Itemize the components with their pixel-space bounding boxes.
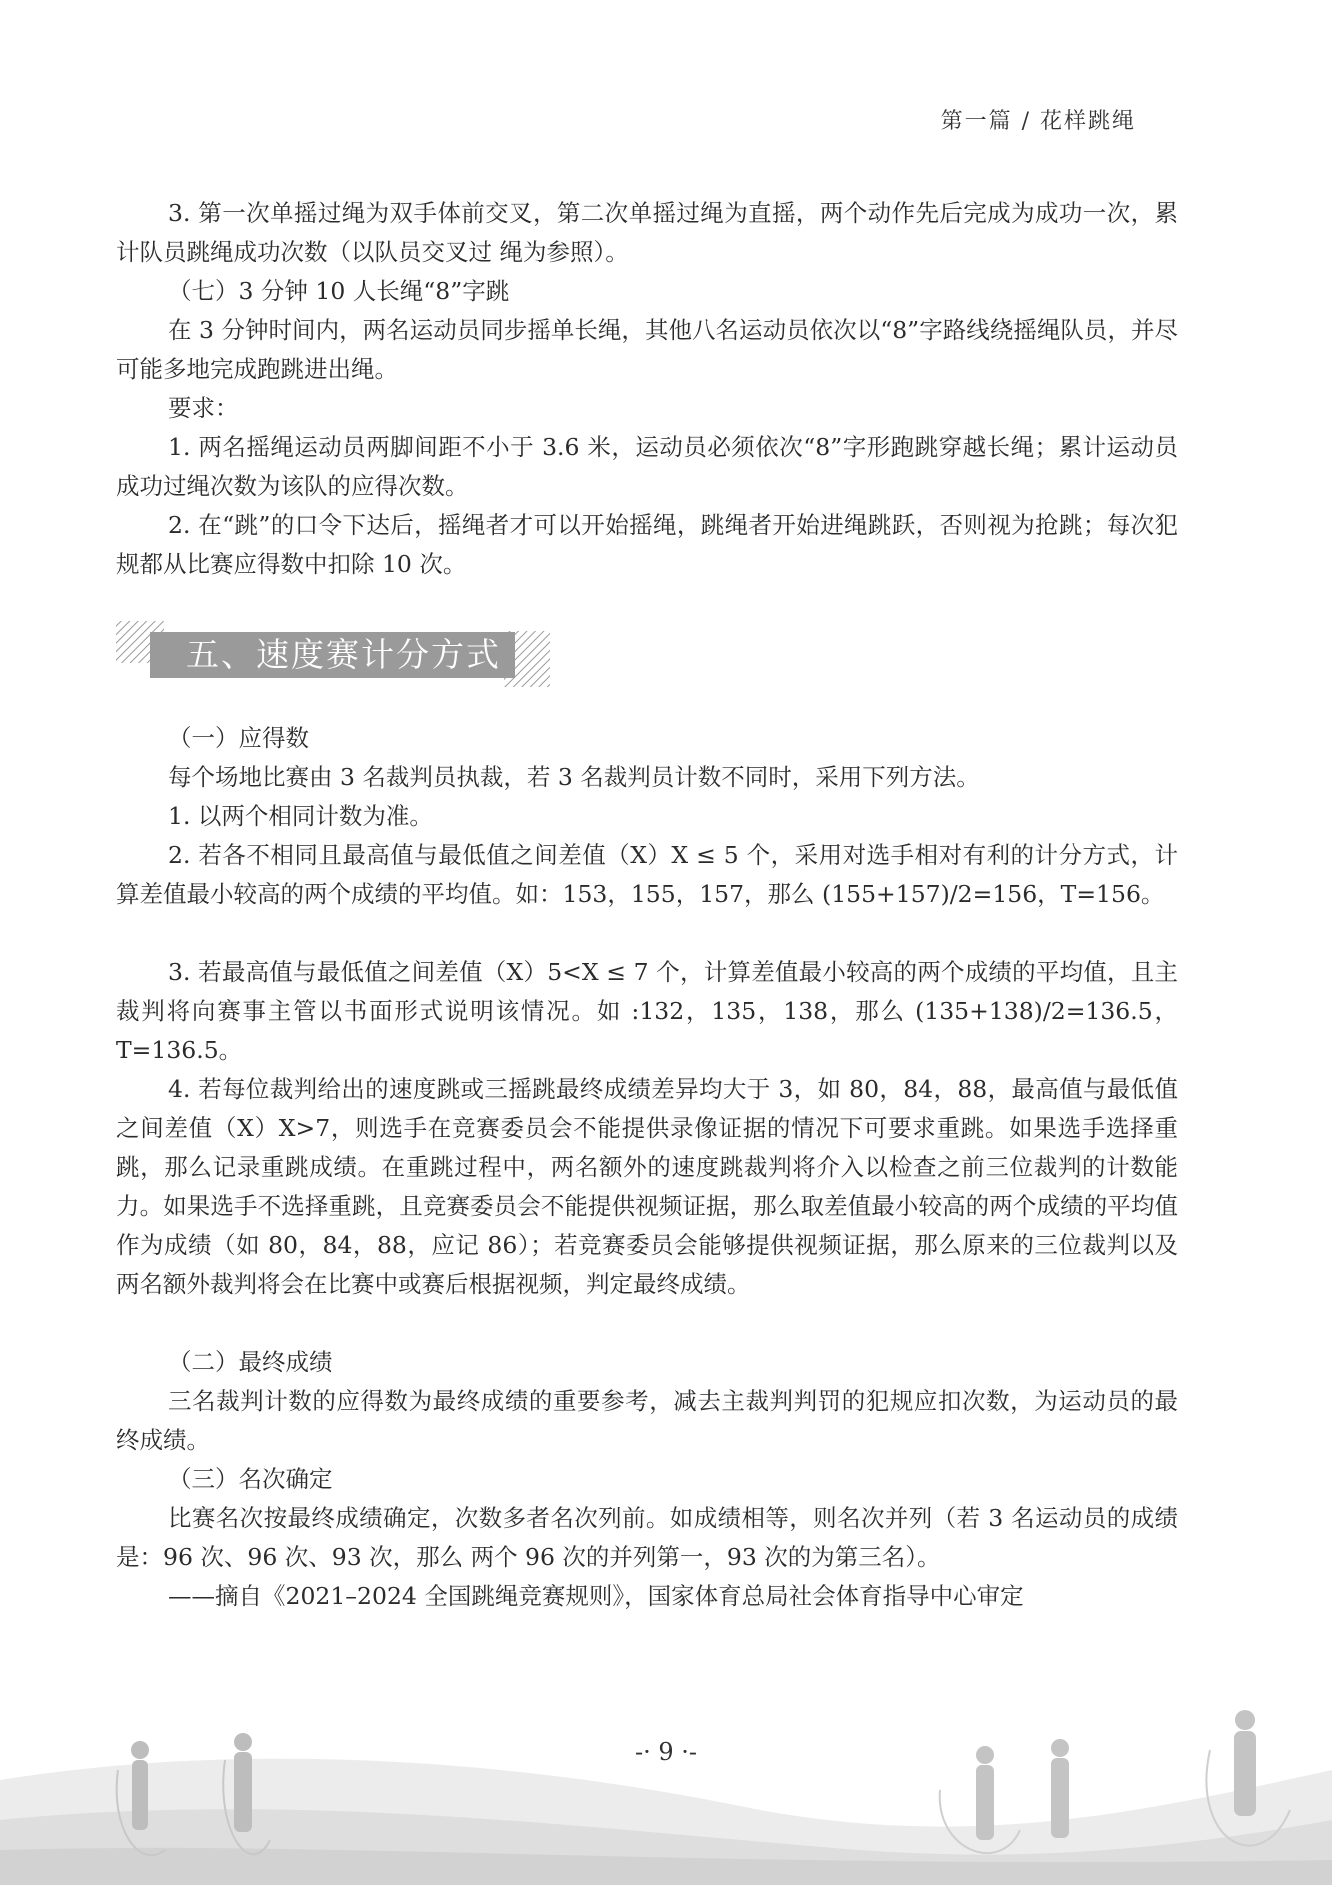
paragraph-method-2: 2. 若各不相同且最高值与最低值之间差值（X）X ≤ 5 个，采用对选手相对有利的计分方式，计算差值最小较高的两个成绩的平均值。如：153，155，157，那么 (155+157)/2=156，T=156。 (116, 841, 1178, 908)
section-title: 五、速度赛计分方式 (150, 632, 515, 678)
requirements-label: 要求： (168, 394, 239, 422)
paragraph-ranking: 比赛名次按最终成绩确定，次数多者名次列前。如成绩相等，则名次并列（若 3 名运动员的成绩是：96 次、96 次、93 次，那么 两个 96 次的并列第一，93 次的为第三名）。 (116, 1504, 1178, 1571)
paragraph-method-4: 4. 若每位裁判给出的速度跳或三摇跳最终成绩差异均大于 3，如 80，84，88，最高值与最低值之间差值（X）X>7，则选手在竞赛委员会不能提供录像证据的情况下可要求重跳。如果选手选择重跳，那么记录重跳成绩。在重跳过程中，两名额外的速度跳裁判将介入以检查之前三位裁判的计数能力。如果选手不选择重跳，且竞赛委员会不能提供视频证据，那么取差值最小较高的两个成绩的平均值作为成绩（如 80，84，88，应记 86）；若竞赛委员会能够提供视频证据，那么原来的三位裁判以及两名额外裁判将会在比赛中或赛后根据视频，判定最终成绩。 (116, 1075, 1178, 1298)
subheading-final-score: （二）最终成绩 (168, 1348, 333, 1376)
footer-jump-rope-silhouettes (0, 1700, 1332, 1885)
paragraph-method-3: 3. 若最高值与最低值之间差值（X）5<X ≤ 7 个，计算差值最小较高的两个成绩的平均值，且主裁判将向赛事主管以书面形式说明该情况。如 :132，135，138，那么 (135+138)/2=136.5，T=136.5。 (116, 958, 1178, 1064)
paragraph-final-score: 三名裁判计数的应得数为最终成绩的重要参考，减去主裁判判罚的犯规应扣次数，为运动员的最终成绩。 (116, 1387, 1178, 1454)
subheading-ranking: （三）名次确定 (168, 1465, 333, 1493)
source-citation: ——摘自《2021–2024 全国跳绳竞赛规则》，国家体育总局社会体育指导中心审定 (168, 1582, 1024, 1610)
paragraph-judges: 每个场地比赛由 3 名裁判员执裁，若 3 名裁判员计数不同时，采用下列方法。 (168, 763, 980, 791)
paragraph-method-1: 1. 以两个相同计数为准。 (168, 802, 433, 830)
subheading-8-jump: （七）3 分钟 10 人长绳“8”字跳 (168, 277, 510, 305)
paragraph-req-2: 2. 在“跳”的口令下达后，摇绳者才可以开始摇绳，跳绳者开始进绳跳跃，否则视为抢跳；每次犯规都从比赛应得数中扣除 10 次。 (116, 511, 1178, 578)
running-header: 第一篇 / 花样跳绳 (940, 109, 1136, 134)
paragraph-8-jump-desc: 在 3 分钟时间内，两名运动员同步摇单长绳，其他八名运动员依次以“8”字路线绕摇绳队员，并尽可能多地完成跑跳进出绳。 (116, 316, 1178, 383)
subheading-score: （一）应得数 (168, 724, 309, 752)
paragraph-rule-3: 3. 第一次单摇过绳为双手体前交叉，第二次单摇过绳为直摇，两个动作先后完成为成功一次，累计队员跳绳成功次数（以队员交叉过 绳为参照）。 (116, 199, 1178, 266)
page-number: -· 9 ·- (634, 1738, 697, 1766)
paragraph-req-1: 1. 两名摇绳运动员两脚间距不小于 3.6 米，运动员必须依次“8”字形跑跳穿越长绳；累计运动员成功过绳次数为该队的应得次数。 (116, 433, 1178, 500)
